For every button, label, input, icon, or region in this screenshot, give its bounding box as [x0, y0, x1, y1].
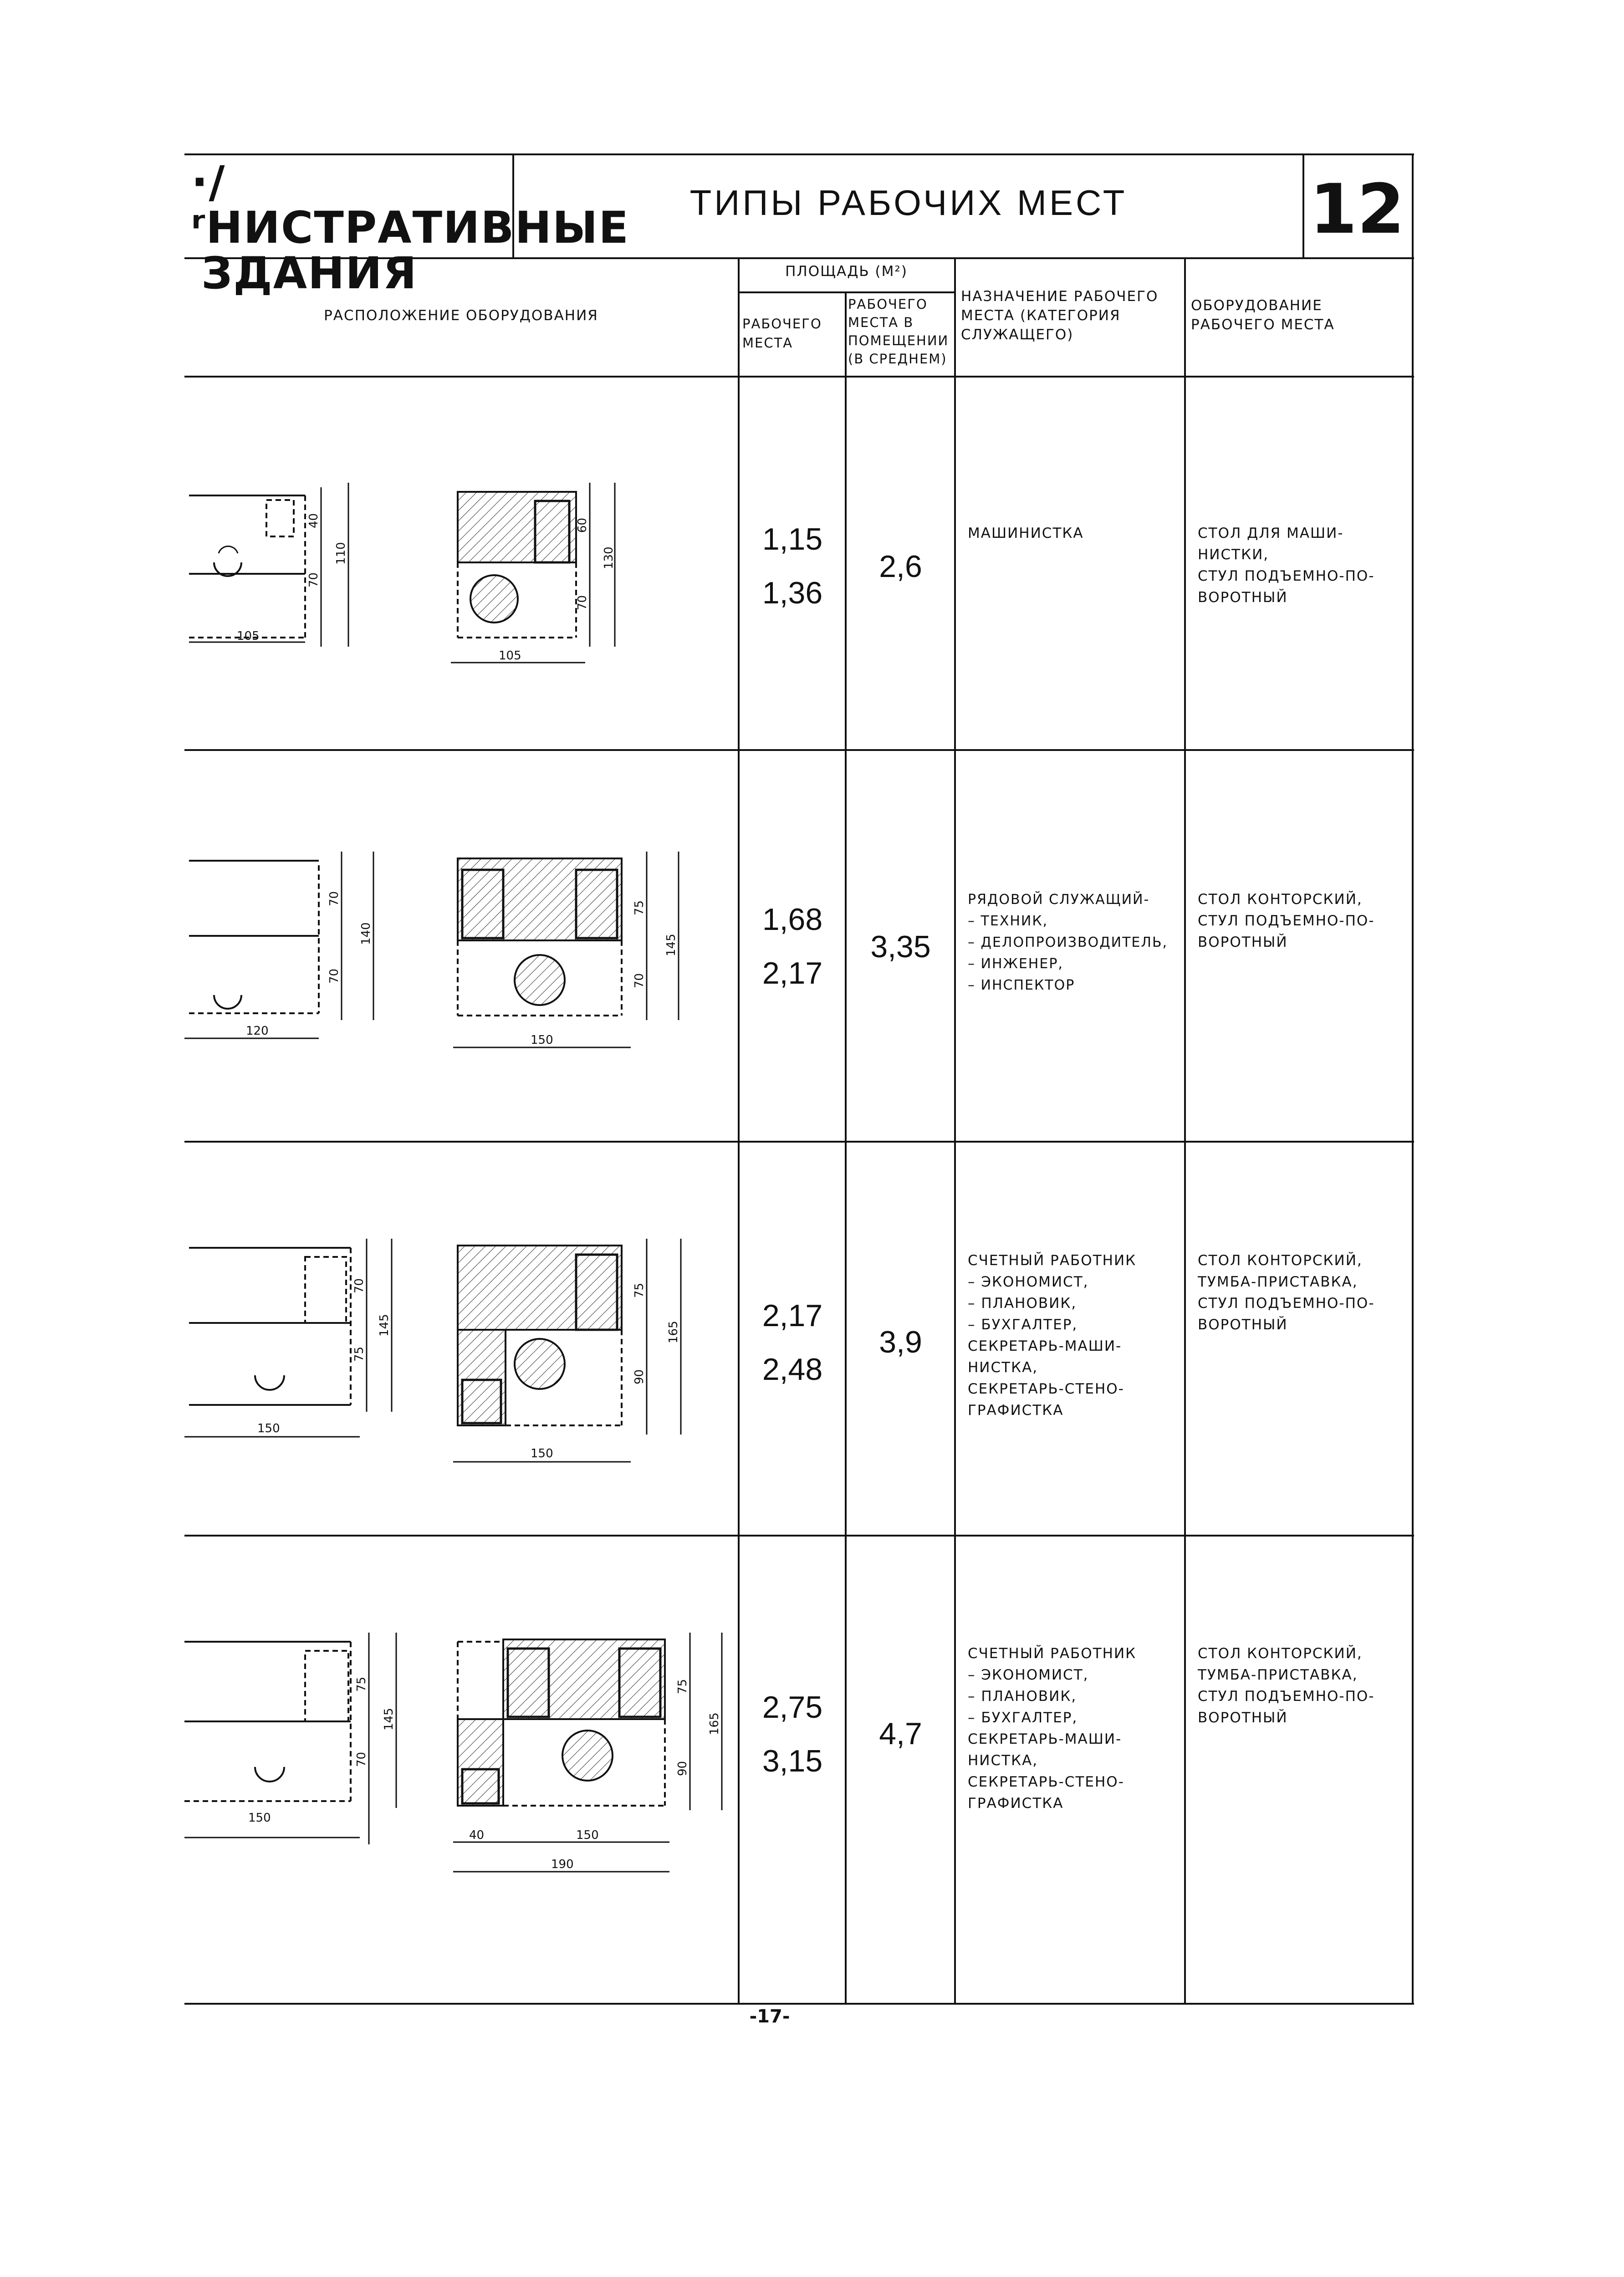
- column-header-area-group: ПЛОЩАДЬ (М²): [785, 263, 908, 280]
- row-2-area-room: 3,35: [870, 929, 931, 964]
- row-1-dim-total: 130: [602, 546, 616, 569]
- row-2-area-workplace: [740, 893, 845, 1000]
- row-1-dim-width: 105: [499, 649, 521, 663]
- row-4-left-dim-width: 150: [248, 1811, 271, 1825]
- row-4-dim-width: 150: [576, 1828, 599, 1842]
- row-4-dim-width-extra: 40: [469, 1828, 485, 1842]
- row-2-drawing: [184, 852, 679, 1047]
- row-3-left-dim-top: 70: [352, 1278, 366, 1293]
- row-3-left-dim-bottom: 75: [352, 1346, 366, 1362]
- row-3-dim-total: 165: [667, 1321, 680, 1343]
- row-2-area-workplace-2: 2,17: [762, 956, 823, 990]
- row-2-dim-width: 150: [531, 1033, 553, 1047]
- column-header-area-workplace: РАБОЧЕГО МЕСТА: [742, 316, 822, 351]
- row-2-area-workplace-1: 1,68: [762, 902, 823, 937]
- row-3-left-dim-total: 145: [378, 1314, 391, 1337]
- page-title: ТИПЫ РАБОЧИХ МЕСТ: [689, 183, 1128, 223]
- row-4-dim-width-total: 190: [551, 1858, 574, 1871]
- row-3-left-dim-width: 150: [257, 1422, 280, 1435]
- row-1-area-workplace-2: 1,36: [762, 576, 823, 610]
- row-3-dim-top: 75: [633, 1282, 646, 1298]
- row-1-area-room: 2,6: [879, 549, 922, 584]
- row-1-left-dim-bottom: 70: [307, 572, 321, 587]
- row-3-purpose: СЧЕТНЫЙ РАБОТНИК – ЭКОНОМИСТ, – ПЛАНОВИК, – БУХГАЛТЕР, СЕКРЕТАРЬ-МАШИ- НИСТКА, СЕКРЕТАРЬ-СТЕНО- ГРАФИСТКА: [968, 1252, 1137, 1419]
- row-1-dim-bottom: 70: [576, 595, 589, 610]
- row-4-equipment: СТОЛ КОНТОРСКИЙ, ТУМБА-ПРИСТАВКА, СТУЛ ПОДЪЕМНО-ПО- ВОРОТНЫЙ: [1198, 1645, 1375, 1726]
- row-3-area-room: 3,9: [879, 1325, 922, 1359]
- row-1-left-dim-width: 105: [237, 629, 260, 643]
- row-1-dim-top: 60: [576, 517, 589, 533]
- row-3-dim-bottom: 90: [633, 1369, 646, 1384]
- row-4-left-dim-top: 75: [355, 1676, 368, 1692]
- row-1-equipment: СТОЛ ДЛЯ МАШИ- НИСТКИ, СТУЛ ПОДЪЕМНО-ПО- ВОРОТНЫЙ: [1198, 525, 1375, 606]
- row-2-left-dim-total: 140: [359, 922, 373, 945]
- column-header-area-room: РАБОЧЕГО МЕСТА В ПОМЕЩЕНИИ (В СРЕДНЕМ): [848, 296, 949, 367]
- row-1-area-workplace: [740, 512, 845, 620]
- section-title-line2: ЗДАНИЯ: [201, 248, 418, 299]
- row-4-purpose: СЧЕТНЫЙ РАБОТНИК – ЭКОНОМИСТ, – ПЛАНОВИК, – БУХГАЛТЕР, СЕКРЕТАРЬ-МАШИ- НИСТКА, СЕКРЕТАРЬ-СТЕНО- ГРАФИСТКА: [968, 1645, 1137, 1812]
- page-number: -17-: [749, 2006, 790, 2027]
- column-header-equipment: ОБОРУДОВАНИЕ РАБОЧЕГО МЕСТА: [1191, 297, 1335, 333]
- row-1-left-dim-top: 40: [307, 513, 321, 528]
- column-header-layout: РАСПОЛОЖЕНИЕ ОБОРУДОВАНИЯ: [324, 307, 598, 324]
- row-4-left-dim-bottom: 70: [355, 1751, 368, 1767]
- row-4-dim-bottom: 90: [676, 1761, 689, 1776]
- row-3-area-workplace: [740, 1289, 845, 1396]
- row-1-purpose: МАШИНИСТКА: [968, 525, 1084, 541]
- row-4-drawing: [184, 1633, 722, 1872]
- row-4-left-dim-total: 145: [382, 1708, 396, 1731]
- sheet-number: 12: [1309, 170, 1405, 249]
- row-4-area-workplace-2: 3,15: [762, 1744, 823, 1778]
- row-4-area-room: 4,7: [879, 1716, 922, 1751]
- row-2-dim-total: 145: [664, 934, 678, 956]
- row-1-left-dim-total: 110: [334, 542, 348, 565]
- layout-drawings: [0, 0, 738, 2003]
- row-3-dim-width: 150: [531, 1447, 553, 1460]
- row-4-area-workplace-1: 2,75: [762, 1690, 823, 1725]
- row-2-dim-bottom: 70: [633, 973, 646, 988]
- column-header-purpose: НАЗНАЧЕНИЕ РАБОЧЕГО МЕСТА (КАТЕГОРИЯ СЛУЖАЩЕГО): [961, 288, 1159, 343]
- row-2-equipment: СТОЛ КОНТОРСКИЙ, СТУЛ ПОДЪЕМНО-ПО- ВОРОТНЫЙ: [1198, 891, 1375, 950]
- row-2-left-dim-top: 70: [327, 891, 341, 906]
- row-2-purpose: РЯДОВОЙ СЛУЖАЩИЙ- – ТЕХНИК, – ДЕЛОПРОИЗВОДИТЕЛЬ, – ИНЖЕНЕР, – ИНСПЕКТОР: [968, 892, 1168, 993]
- row-2-left-dim-width: 120: [246, 1024, 269, 1038]
- row-3-area-workplace-2: 2,48: [762, 1352, 823, 1387]
- row-3-equipment: СТОЛ КОНТОРСКИЙ, ТУМБА-ПРИСТАВКА, СТУЛ ПОДЪЕМНО-ПО- ВОРОТНЫЙ: [1198, 1252, 1375, 1333]
- row-1-area-workplace-1: 1,15: [762, 522, 823, 556]
- section-title-line1: ·/ʳНИСТРАТИВНЫЕ: [191, 157, 629, 253]
- row-4-area-workplace: [740, 1680, 845, 1788]
- row-3-area-workplace-1: 2,17: [762, 1298, 823, 1333]
- row-2-left-dim-bottom: 70: [327, 968, 341, 984]
- row-2-dim-top: 75: [633, 900, 646, 915]
- row-4-dim-total: 165: [708, 1712, 721, 1735]
- row-4-dim-top: 75: [676, 1679, 689, 1694]
